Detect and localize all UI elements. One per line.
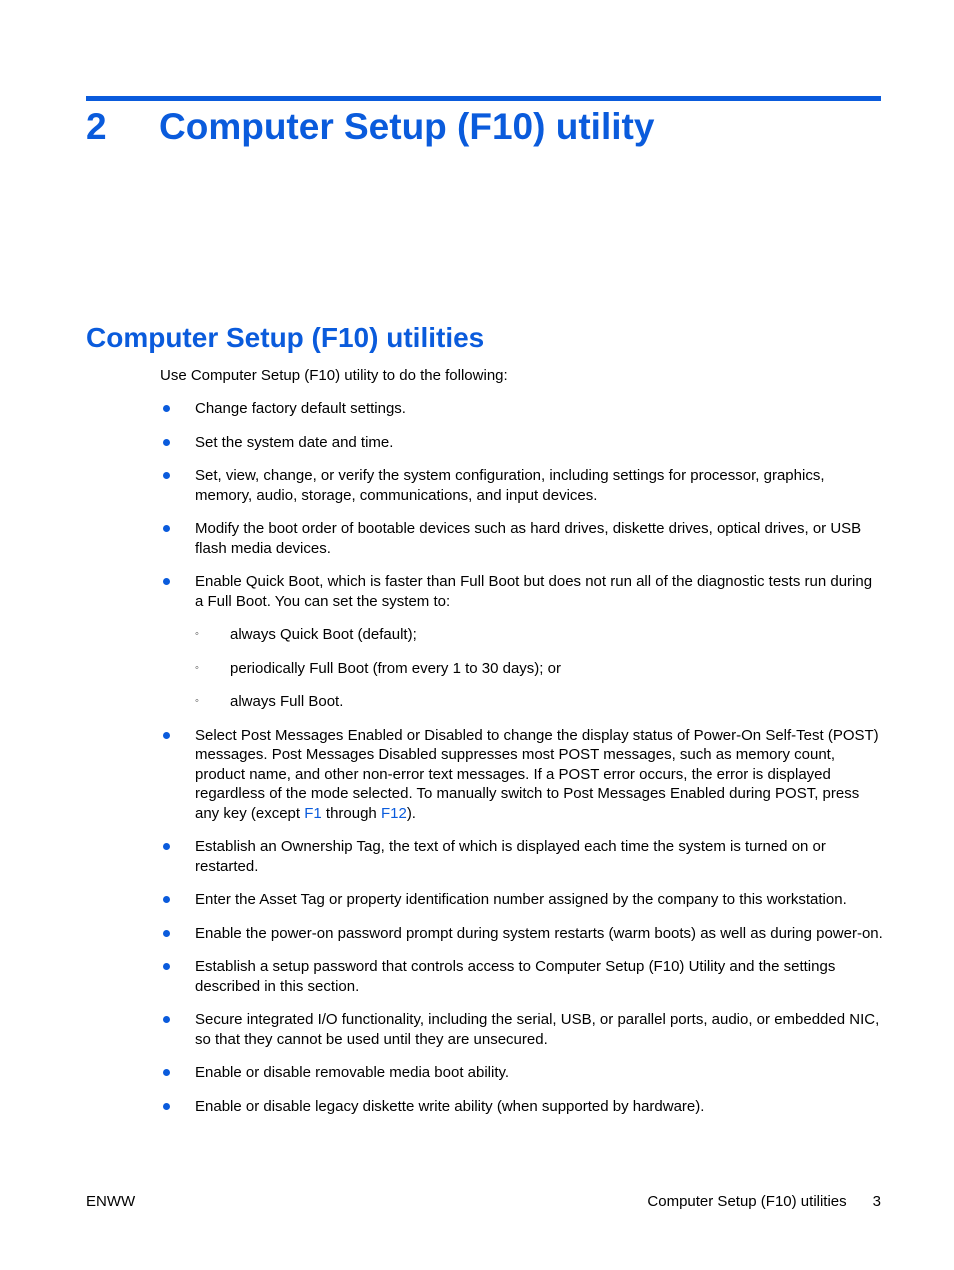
post-text-after: ). — [406, 804, 416, 822]
bullet-icon — [163, 1069, 170, 1076]
list-item — [160, 924, 883, 944]
footer-left-label: ENWW — [86, 1193, 136, 1210]
hollow-bullet-icon: ◦ — [195, 661, 199, 674]
chapter-number: 2 — [86, 106, 107, 147]
chapter-title: Computer Setup (F10) utility — [159, 106, 655, 147]
sub-list-item — [195, 625, 883, 645]
list-item-text: Set, view, change, or verify the system configuration, including settings for processor, graphics, memory, audio, storage, communications, and input devices. — [195, 467, 825, 504]
list-item — [160, 466, 883, 505]
intro-text: Use Computer Setup (F10) utility to do the following: — [160, 367, 508, 384]
footer-section-title: Computer Setup (F10) utilities — [647, 1193, 847, 1210]
post-text-before: Select Post Messages Enabled or Disabled to change the display status of Power-On Self-Test (POST) messages. Post Messages Disabled suppresses most POST messages, such as memory count, product name, and other non-error text messages. If a POST error occurs, the error is displayed regardless of the mode selected. To manually switch to Post Messages Enabled during POST, press any key (except — [195, 726, 879, 822]
list-item-text: Change factory default settings. — [195, 400, 406, 417]
list-item — [160, 1097, 883, 1117]
hollow-bullet-icon: ◦ — [195, 628, 199, 640]
list-item-text: Enable or disable legacy diskette write ability (when supported by hardware). — [195, 1097, 705, 1115]
f12-link[interactable]: F12 — [380, 804, 407, 822]
post-text-between: through — [321, 804, 381, 822]
list-item-text: Establish a setup password that controls access to Computer Setup (F10) Utility and the settings described in this section. — [195, 958, 836, 995]
bullet-icon — [163, 472, 170, 479]
list-item — [160, 837, 883, 876]
list-item — [160, 572, 883, 611]
bullet-icon — [163, 405, 170, 412]
list-item-text: Enable or disable removable media boot ability. — [195, 1064, 510, 1081]
chapter-rule — [86, 96, 881, 101]
list-item-text: Set the system date and time. — [195, 433, 394, 451]
bullet-icon — [163, 1016, 170, 1023]
bullet-icon — [163, 525, 170, 532]
list-item — [160, 519, 883, 558]
list-item-text: Establish an Ownership Tag, the text of which is displayed each time the system is turned on or restarted. — [195, 838, 826, 875]
f1-link[interactable]: F1 — [304, 804, 322, 822]
list-item — [160, 433, 883, 453]
bullet-icon — [163, 578, 170, 585]
sub-list-item — [195, 659, 883, 679]
list-item-text: Secure integrated I/O functionality, including the serial, USB, or parallel ports, audio, or embedded NIC, so that they cannot be used until they are unsecured. — [195, 1011, 880, 1048]
sub-list-item — [195, 692, 883, 712]
list-item — [160, 1063, 883, 1083]
list-item — [160, 957, 883, 996]
list-item — [160, 399, 883, 419]
list-item-text: Enable the power-on password prompt during system restarts (warm boots) as well as during power-on. — [195, 924, 883, 942]
bullet-icon — [163, 963, 170, 970]
page-number: 3 — [872, 1193, 881, 1210]
list-item-post-messages — [160, 726, 883, 824]
list-item — [160, 1010, 883, 1049]
feature-list — [160, 399, 883, 1130]
bullet-icon — [163, 732, 170, 739]
hollow-bullet-icon: ◦ — [195, 695, 199, 707]
footer-right — [647, 1193, 881, 1210]
sub-list-item-text: always Quick Boot (default); — [230, 626, 417, 643]
bullet-icon — [163, 843, 170, 850]
section-title: Computer Setup (F10) utilities — [86, 322, 485, 353]
list-item-text: Enter the Asset Tag or property identification number assigned by the company to this workstation. — [195, 891, 847, 908]
bullet-icon — [163, 896, 170, 903]
list-item — [160, 890, 883, 910]
bullet-icon — [163, 930, 170, 937]
sub-list-item-text: periodically Full Boot (from every 1 to 30 days); or — [230, 659, 561, 677]
bullet-icon — [163, 439, 170, 446]
bullet-icon — [163, 1103, 170, 1110]
list-item-text: Modify the boot order of bootable devices such as hard drives, diskette drives, optical drives, or USB flash media devices. — [195, 520, 862, 557]
sub-list-item-text: always Full Boot. — [230, 693, 344, 710]
list-item-text: Enable Quick Boot, which is faster than Full Boot but does not run all of the diagnostic tests run during a Full Boot. You can set the system to: — [195, 573, 873, 610]
